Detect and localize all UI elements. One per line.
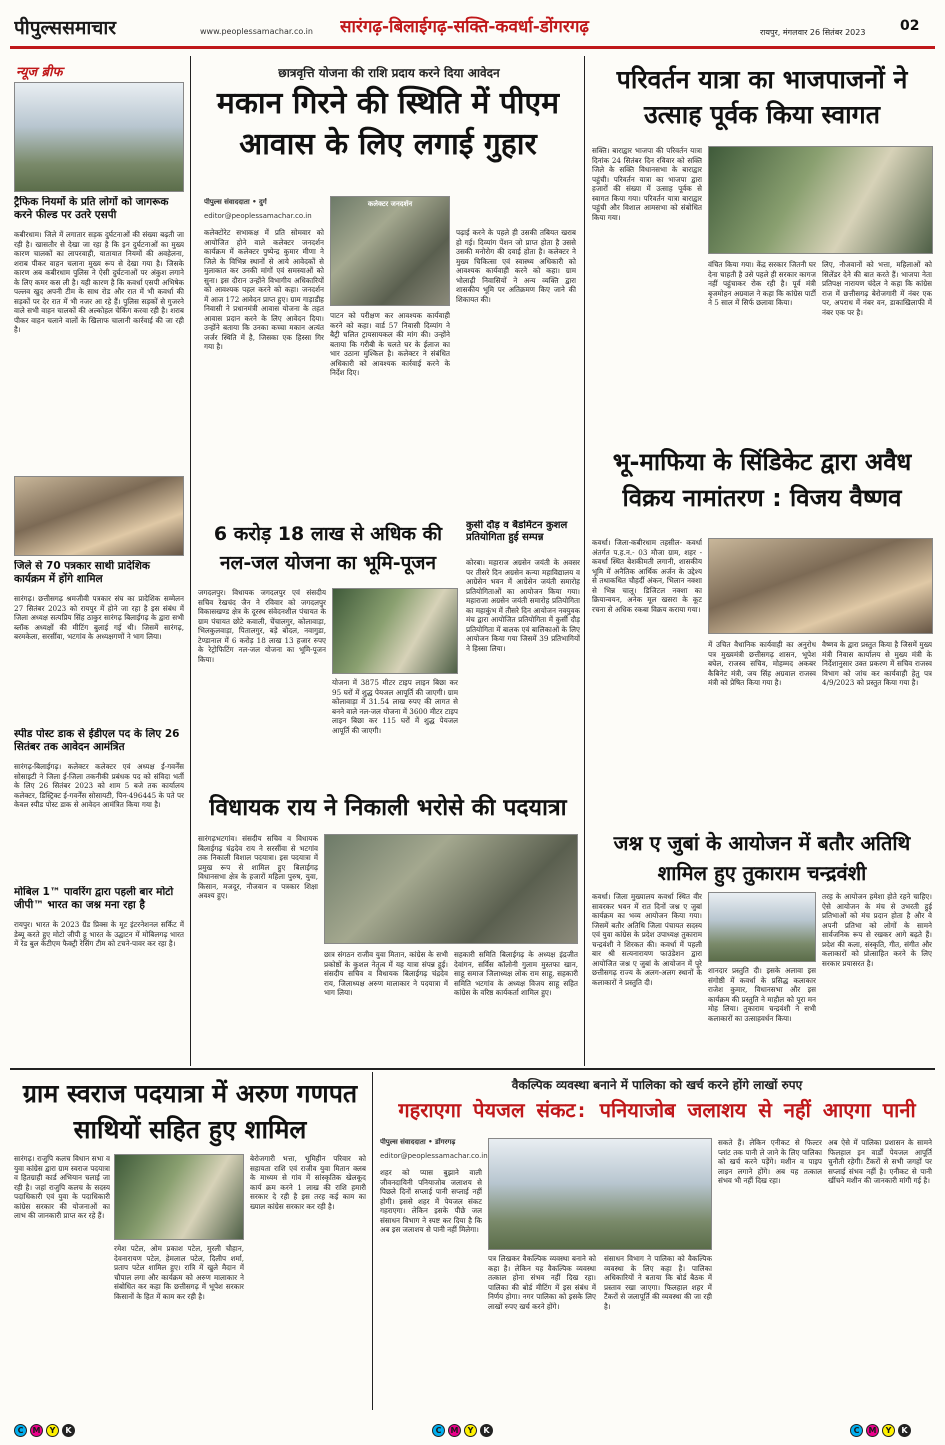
article9-email[interactable]: editor@peoplessamachar.co.in xyxy=(380,1152,488,1160)
article8-text-2: रमेश पटेल, ओम प्रकाश पटेल, मुरली चौहान, देवनारायण पटेल, हेमलाल पटेल, दिलीप शर्मा, प्रताप पटेल शामिल हुए। रात्रि में खुले मैदान में चौपाल लगा और कार्यक्रम को अरुण मालाकार ने संबोधित कर कहा कि छत्तीसगढ़ में भूपेश सरकार किसानों के हित में काम कर रही है। xyxy=(114,1244,244,1301)
article1-email[interactable]: editor@peoplessamachar.co.in xyxy=(204,212,312,220)
article4-text-1: जगदलपुर। विधायक जगदलपुर एवं संसदीय सचिव रेखचंद जैन ने रविवार को जगदलपुर विकासखण्ड क्षेत्र के दूरस्थ संवेदनशील पंचायत के ग्राम पंचायत छोटे कवाली, चेंचालगुर, कोलावाड़ा, भिलकुलवाड़ा, पितालगुर, बड़े बोदल, नवागुडा, टेण्डानाल में 6 करोड़ 18 लाख 13 हजार रुपए के रेट्रोफिटिंग नल-जल योजना का भूमि-पूजन किया। xyxy=(198,588,326,664)
article4-headline: 6 करोड़ 18 लाख से अधिक की नल-जल योजना का भूमि-पूजन xyxy=(213,523,443,574)
article9-text-4: सकते हैं। लेकिन एनीकट से फिल्टर प्लांट तक पानी ले जाने के लिए पालिका को खर्च करने पड़ेंगे। मशीन व पाइप लाइन लगाने होंगे। अब यह तत्काल संभव भी नहीं दिख रहा। xyxy=(718,1138,822,1185)
brief-headline-1: ट्रैफिक नियमों के प्रति लोगों को जागरूक करने फील्ड पर उतरे एसपी xyxy=(14,196,169,221)
news-brief-column xyxy=(10,56,188,1061)
cyan-mark: C xyxy=(850,1424,863,1437)
article1-byline: पीपुल्स संवाददाता • दुर्ग xyxy=(204,198,267,206)
article9-headline: गहराएगा पेयजल संकट: पनियाजोब जलाशय से नहीं आएगा पानी xyxy=(398,1098,916,1122)
brief-text-4: रायपुर। भारत के 2023 ग्रैंड प्रिक्स के मूट इंटरनेशनल सर्किट में डेब्यू करते हुए मोटो जीपी हू भारत के उद्घाटन में मोबिलगढ़ भारत में रेड बुल केटीएम फैक्ट्री रेसिंग टीम को टचने-पावर कर रहा है। xyxy=(14,920,184,948)
article4-text-2: योजना में 3875 मीटर टाइप लाइन बिछा कर 95 घरों में शुद्ध पेयजल आपूर्ति की जाएगी। ग्राम कोलावाड़ा में 31.54 लाख रुपए की लागत से बनने वाले नल-जल योजना में 3600 मीटर टाइप लाइन बिछा कर 115 घरों में शुद्ध पेयजल आपूर्ति की जाएगी। xyxy=(332,678,458,735)
article-nal-jal xyxy=(194,516,462,784)
black-mark: K xyxy=(480,1424,493,1437)
article5-text: कोरबा। महाराज अग्रसेन जयंती के अवसर पर तीसरे दिन अग्रसेन कन्या महाविद्यालय व आग्रेसेन भवन में आग्रेसेन जयंती समारोह प्रतियोगिताओं का आयोजन किया गया। महाराजा अग्रसेन जयंती समारोह प्रतियोगिता का महाकुंभ में तीसरे दिन आयोजन नवयुवक मंच द्वारा आयोजित प्रतियोगिता में कुर्सी दौड़ प्रतियोगिता में बालक एवं बालिकाओं के लिए आयोजन किया गया जिसमें 39 प्रतिभागियों ने हिस्सा लिया। xyxy=(466,558,580,653)
article2-text-3: लिए, नौजवानों को भत्ता, महिलाओं को सिलेंडर देने की बात करते हैं। भाजपा नेता प्रतिपक्ष नारायण चंदेल ने कहा कि कांग्रेस राज में छत्तीसगढ़ बेरोजगारी में नंबर एक पर, अपराध में नंबर वन, डाकाखिलाफी में नंबर एक पर है। xyxy=(822,260,932,317)
article7-headline: जश्न ए जुबां के आयोजन में बतौर अतिथि शामिल हुए तुकाराम चन्द्रवंशी xyxy=(613,831,911,885)
article1-text-2: पाटन को परीक्षण कर आवश्यक कार्यवाही करने को कहा। वार्ड 57 निवासी दिव्यांग ने बैट्री चलित ट्रायसायकल की मांग की। उन्होंने बताया कि गरीबी के चलते घर के ईलाज का भार उठाना मुश्किल है। कलेक्टर ने संबंधित अधिकारी को आवश्यक कार्रवाई करने के निर्देश दिए। xyxy=(330,311,450,377)
brief-headline-3: स्पीड पोस्ट डाक से ईडीएल पद के लिए 26 सितंबर तक आवेदन आमंत्रित xyxy=(14,728,180,753)
news-brief-title: न्यूज ब्रीफ xyxy=(16,65,63,80)
article7-photo xyxy=(708,892,816,962)
article6-text-2: छात्र संगठन राजीव युवा मितान, कांग्रेस के सभी प्रकोष्ठों के कुशल नेतृत्व में यह यात्रा संपन्न हुई। संसदीय सचिव व विधायक बिलाईगढ़ चंद्रदेव राय, जिलाध्यक्ष अरुण मालाकार ने पदयात्रा में भाग लिया। xyxy=(324,950,448,997)
page-number: 02 xyxy=(900,18,920,34)
article1-headline: मकान गिरने की स्थिति में पीएम आवास के लिए लगाई गुहार xyxy=(216,86,560,162)
edition-places: सारंगढ़-बिलाईगढ़-सक्ति-कवर्धा-डोंगरगढ़ xyxy=(340,17,589,37)
article2-photo xyxy=(708,146,933,254)
article7-text-3: तरह के आयोजन हमेशा होते रहने चाहिए। ऐसे आयोजन के मंच से उभरती हुई प्रतिभाओं को मंच प्रदान होता है और वे अपनी प्रतिभा को लोगों के सामने सार्वजनिक रूप से रखकर आगे बढ़ते हैं। प्रदेश की कला, संस्कृति, गीत, संगीत और कलाकारों को प्रोत्साहित करने के लिए सरकार प्रयासरत है। xyxy=(822,892,932,968)
yellow-mark: Y xyxy=(46,1424,59,1437)
logo-text: पीपुल्स xyxy=(14,17,63,39)
brief-photo-traffic xyxy=(14,82,184,192)
article-peyjal-sankat xyxy=(376,1072,938,1410)
article1-kicker: छात्रवृत्ति योजना की राशि प्रदाय करने दिया आवेदन xyxy=(278,66,500,80)
black-mark: K xyxy=(62,1424,75,1437)
brief-text-3: सारंगढ़-बिलाईगढ़। कलेक्टर कलेक्टर एवं अध्यक्ष ई-गवर्नेंस सोसाइटी ने जिला ई-जिला तकनीकी प्रबंधक पद को संविदा भर्ती के लिए 26 सितंबर 2023 को शाम 5 बजे तक कार्यालय कलेक्टर, डिस्ट्रिक्ट ई-गवर्नेंस सोसायटी, पिन-496445 के पते पर केवल स्पीड पोस्ट डाक से आवेदन आमंत्रित किया गया है। xyxy=(14,762,184,809)
logo-text-2: समाचार xyxy=(62,17,117,39)
article9-text-5: अब ऐसे में पालिका प्रशासन के सामने फिलहाल इन वार्डों पेयजल आपूर्ति चुनौती रहेगी। टैंकरों से सभी जगहों पर सप्लाई संभव नहीं है। एनीकट से पानी खींचने मशीन की जानकारी मांगी गई है। xyxy=(828,1138,932,1185)
article-jashn-e-juban xyxy=(588,826,938,1066)
brief-headline-4: मोबिल 1™ पावरिंग द्वारा पहली बार मोटो जीपी™ भारत का जश्न मना रहा है xyxy=(14,886,174,911)
article3-text-3: वैष्णव के द्वारा प्रस्तुत किया है जिसमें मुख्य मंत्री निवास कार्यालय से मुख्य मंत्री के निर्देशानुसार उक्त प्रकरण में सचिव राजस्व विभाग को जांच कर कार्यवाही हेतु पत्र 4/9/2023 को प्रस्तुत किया गया है। xyxy=(822,640,932,687)
masthead-rule xyxy=(10,46,935,49)
brief-photo-journalists xyxy=(14,476,184,556)
article7-text-2: शानदार प्रस्तुति दी। इसके अलावा इस संगोष्ठी में कवर्धा के प्रसिद्ध कलाकार राजेश कुमार, विधानसभा और इस कार्यक्रम की प्रस्तुति ने माहौल को पूरा मन मोह लिया। तुकाराम चन्द्रवंशी ने सभी कलाकारों का उत्साहवर्धन किया। xyxy=(708,966,816,1023)
edition-date: रायपुर, मंगलवार 26 सितंबर 2023 xyxy=(760,28,866,37)
article8-text-3: बेरोजगारी भत्ता, भूमिहीन परिवार को सहायता राशि एवं राजीव युवा मितान क्लब के माध्यम से गांव में सांस्कृतिक खेलकूद कार्य क्रम करने 1 लाख की राशि हमारी सरकार दे रही है इस तरह कई काम का ख्याल कांग्रेस सरकार कर रही है। xyxy=(250,1154,366,1211)
article-pm-awas xyxy=(194,56,582,516)
article9-byline: पीपुल्स संवाददाता • डोंगरगढ़ xyxy=(380,1138,456,1146)
brief-text-1: कबीरधाम। जिले में लगातार सड़क दुर्घटनाओं की संख्या बढ़ती जा रही है। खासतौर से देखा जा रहा है कि इन दुर्घटनाओं का मुख्य कारण चालकों का लापरवाही, यातायात नियमों की अवहेलना, शराब पीकर वाहन चलाना मुख्य रूप से देखा गया है। जिसके कारण अब कबीरधाम पुलिस ने ऐसी दुर्घटनाओं पर अंकुश लगाने के लिए कमर कस ली है। यही कारण है कि कवर्धा एसपी अभिषेक पल्लव खुद अपनी टीम के साथ रोड और रात में भी कवर्धा की सड़कों पर देर रात में भी नजर आ रहे हैं। पुलिस सड़कों से गुजरने वाले सभी वाहन चालकों की अल्कोहल चेकिंग करवा रही है। शराब पीकर वाहन चलाने वालों के खिलाफ चालानी कार्रवाई की जा रही है। xyxy=(14,230,184,334)
magenta-mark: M xyxy=(30,1424,43,1437)
cyan-mark: C xyxy=(14,1424,27,1437)
article3-text-2: में उचित वैधानिक कार्यवाही का अनुरोध पत्र मुख्यमंत्री छत्तीसगढ़ शासन, भूपेश बघेल, राजस्व सचिव, मोहम्मद अकबर कैबिनेट मंत्री, जय सिंह अग्रवाल राजस्व मंत्री को प्रेषित किया गया है। xyxy=(708,640,816,687)
article6-photo xyxy=(324,834,578,944)
masthead-logo xyxy=(14,14,214,42)
article6-headline: विधायक राय ने निकाली भरोसे की पदयात्रा xyxy=(209,795,567,821)
article6-text-3: सहकारी समिति बिलाईगढ़ के अध्यक्ष इंद्रजीत देवांगन, सर्विस कॉलोनी गुलाम मुस्तफा खान, साहू समाज जिलाध्यक्ष लोक राम साहू, सहकारी समिति भटगांव के अध्यक्ष विजय साहू सहित कांग्रेस के वरिष्ठ कार्यकर्ता शामिल हुए। xyxy=(454,950,578,997)
article9-byline-name: पीपुल्स संवाददाता xyxy=(380,1138,426,1146)
article3-text-1: कवर्धा। जिला-कबीरधाम तहसील- कवर्धा अंतर्गत प.ह.न.- 03 मौजा ग्राम, शहर - कवर्धा स्थित बेशकीमती लगानी, शासकीय भूमि में अनैतिक आर्थिक अर्जन के उद्देश्य से तथाकथित चौहर्दी अंकन, भिलान नक्शा से भिन्न चालू। डिजिटल नक्शा का क्रियान्वयन, अनेक मूल खसरा के कूट रचना से अधिक रकबा विक्रय कराया गया। xyxy=(592,538,702,614)
yellow-mark: Y xyxy=(464,1424,477,1437)
article8-headline: ग्राम स्वराज पदयात्रा में अरुण गणपत साथियों सहित हुए शामिल xyxy=(22,1079,358,1145)
article9-byline-place: डोंगरगढ़ xyxy=(435,1138,456,1146)
article-gram-swaraj xyxy=(10,1072,370,1410)
article6-text-1: सारंगढ़भटगांव। संसदीय सचिव व विधायक बिलाईगढ़ चंद्रदेव राय ने सरसींवा से भटगांव तक निकाली विशाल पदयात्रा। इस पदयात्रा में प्रमुख रूप से शामिल हुए बिलाईगढ़ विधानसभा क्षेत्र के हजारों महिला पुरुष, युवा, किसान, मजदूर, नौजवान व पत्रकार शिक्षा अवश्य हुए। xyxy=(198,834,318,900)
article-parivartan-yatra xyxy=(588,56,938,456)
article1-photo-caption: कलेक्टर जनदर्शन xyxy=(367,200,413,208)
article8-text-1: सारंगढ़। राजुपि कलच विधान सभा व युवा कांग्रेस द्वारा ग्राम स्वराज पदयात्रा व हितग्राही कार्ड अभियान चलाई जा रही है। जहां राजुपि कलच के सदस्य पदाधिकारी एवं युवा के पदाधिकारी कांग्रेस सरकार की योजनाओं का लाभ की जानकारी प्राप्त कर रहे हैं। xyxy=(14,1154,110,1220)
column-divider-3 xyxy=(372,1072,373,1410)
article5-headline: कुर्सी दौड़ व बैडमिंटन कुशल प्रतियोगिता हुई सम्पन्न xyxy=(466,520,568,543)
article9-text-2: पत्र लिखकर वैकल्पिक व्यवस्था बनाने को कहा है। लेकिन यह वैकल्पिक व्यवस्था तत्काल होना संभव नहीं दिख रहा। पालिका की बोर्ड मीटिंग में इस संबंध में निर्णय होगा। नगर पालिका को इसके लिए लाखों रुपए खर्च करने होंगे। xyxy=(488,1254,596,1311)
article1-text-3: पढ़ाई करने के पहले ही उसकी तबियत खराब हो गई। दिव्यांग पेंशन जो प्राप्त होता है उससे उसकी मनोरोग की दवाई होता है। कलेक्टर ने मुख्य चिकित्सा एवं स्वास्थ्य अधिकारी को आवश्यक कार्यवाही करने को कहा। ग्राम भोलाढ़ी निवासियों ने अन्य व्यक्ति द्वारा शासकीय भूमि पर अतिक्रमण किए जाने की शिकायत की। xyxy=(456,228,576,304)
magenta-mark: M xyxy=(866,1424,879,1437)
brief-headline-2: जिले से 70 पत्रकार साथी प्रादेशिक कार्यक्रम में होंगे शामिल xyxy=(14,560,150,585)
cmyk-marks-right xyxy=(850,1422,930,1438)
article-bhu-mafia xyxy=(588,440,938,820)
black-mark: K xyxy=(898,1424,911,1437)
brief-text-2: सारंगढ़। छत्तीसगढ़ श्रमजीवी पत्रकार संघ का प्रादेशिक सम्मेलन 27 सितंबर 2023 को रायपुर में होने जा रहा है इस संबंध में जिला अध्यक्ष सत्यप्रिय सिंह ठाकुर सारंगढ़ बिलाईगढ़ के द्वारा सभी ब्लॉक अध्यक्षों की मीटिंग बुलाई गई थी। जिसमें सारंगढ़, बरमकेला, सरसींवा, भटगांव के अध्यक्षगणों ने भाग लिया। xyxy=(14,594,184,641)
cmyk-marks-center xyxy=(432,1422,512,1438)
article1-text-1: कलेक्टोरेट सभाकक्ष में प्रति सोमवार को आयोजित होने वाले कलेक्टर जनदर्शन कार्यक्रम में कलेक्टर पुष्पेन्द्र कुमार मीणा ने जिले के विभिन्न स्थानों से आये आवेदकों से मुलाकात कर उनकी मांगों एवं समस्याओं को सुना। इस दौरान उन्होंने विभागीय अधिकारियों को आवश्यक पहल करने को कहा। जनदर्शन में आज 172 आवेदन प्राप्त हुए। ग्राम गाड़ाडीह निवासी ने प्रधानमंत्री आवास योजना के तहत आवास प्रदान करने के लिए आवेदन दिया। उन्होंने बताया कि उनका कच्चा मकान अत्यंत जर्जर स्थिति में है, जिसका एक हिस्सा गिर गया है। xyxy=(204,228,324,351)
article8-photo xyxy=(114,1154,244,1240)
column-divider-2 xyxy=(584,56,585,1066)
footer xyxy=(0,1414,945,1445)
article9-text-3: संसाधन विभाग ने पालिका को वैकल्पिक व्यवस्था के लिए कहा है। पालिका अधिकारियों ने बताया कि बोर्ड बैठक में प्रस्ताव रखा जाएगा। फिलहाल शहर में टैंकरों से जलापूर्ति की व्यवस्था की जा रही है। xyxy=(604,1254,712,1311)
article2-text-1: सक्ति। बाराद्वार भाजपा की परिवर्तन यात्रा दिनांक 24 सितंबर दिन रविवार को सक्ति जिले के सक्ति विधानसभा के बाराद्वार पहुंची। परिवर्तन यात्रा का भाजपा द्वारा हजारों की संख्या में उत्साह पूर्वक से स्वागत किया गया। परिवर्तन यात्रा बाराद्वार पहुंची और विशाल आमसभा को संबोधित किया गया। xyxy=(592,146,702,222)
article3-headline: भू-माफिया के सिंडिकेट द्वारा अवैध विक्रय नामांतरण : विजय वैष्णव xyxy=(612,448,912,512)
article2-headline: परिवर्तन यात्रा का भाजपाजनों ने उत्साह पूर्वक किया स्वागत xyxy=(616,65,908,129)
article7-text-1: कवर्धा। जिला मुख्यालय कवर्धा स्थित वीर सावरकर भवन में रात दिनों जश्न ए जुबां कार्यक्रम का भव्य आयोजन किया गया। जिसमें बतौर अतिथि जिला पंचायत सदस्य एवं युवा कांग्रेस के प्रदेश उपाध्यक्ष तुकाराम चन्द्रवंशी ने शिरकत की। कवर्धा में पहली बार श्री सत्यनारायण फाउंडेशन द्वारा आयोजित जश्न ए जुबां के आयोजन में पूरे छत्तीसगढ़ राज्य के अलग-अलग स्थानों के कलाकारों ने प्रस्तुति दी। xyxy=(592,892,702,987)
article1-photo xyxy=(330,196,450,306)
masthead-website[interactable]: www.peoplessamachar.co.in xyxy=(200,27,313,36)
article2-text-2: वंचित किया गया। केंद्र सरकार जितनी घर देना चाहती है उसे पहले ही सरकार कागज नहीं पहुंचाकर रोक रही है। पूर्व मंत्री बृजमोहन अग्रवाल ने कहा कि कांग्रेस पार्टी ने 5 साल में सिर्फ छलावा किया। xyxy=(708,260,816,307)
cyan-mark: C xyxy=(432,1424,445,1437)
yellow-mark: Y xyxy=(882,1424,895,1437)
masthead xyxy=(0,0,945,52)
article1-byline-place: दुर्ग xyxy=(259,198,267,206)
article9-text-1: शहर को प्यास बुझाने वाली जीवनदायिनी पनियाजोब जलाशय से पिछले दिनों सप्लाई पानी सप्लाई नहीं होगी। इससे शहर में पेयजल संकट गहराएगा। लेकिन इसके पीछे जल संसाधन विभाग ने स्पष्ट कर दिया है कि अब इस जलाशय से पानी नहीं मिलेगा। xyxy=(380,1168,482,1234)
cmyk-marks-left xyxy=(14,1422,94,1438)
article9-photo xyxy=(488,1138,712,1250)
magenta-mark: M xyxy=(448,1424,461,1437)
article3-photo xyxy=(708,538,933,634)
section-divider xyxy=(10,1068,935,1070)
article-bharose-padyatra xyxy=(194,786,582,1066)
article4-photo xyxy=(332,588,458,674)
article9-kicker: वैकल्पिक व्यवस्था बनाने में पालिका को खर्च करने होंगे लाखों रुपए xyxy=(511,1078,803,1092)
article1-byline-name: पीपुल्स संवाददाता xyxy=(204,198,250,206)
column-divider-1 xyxy=(190,56,191,1066)
